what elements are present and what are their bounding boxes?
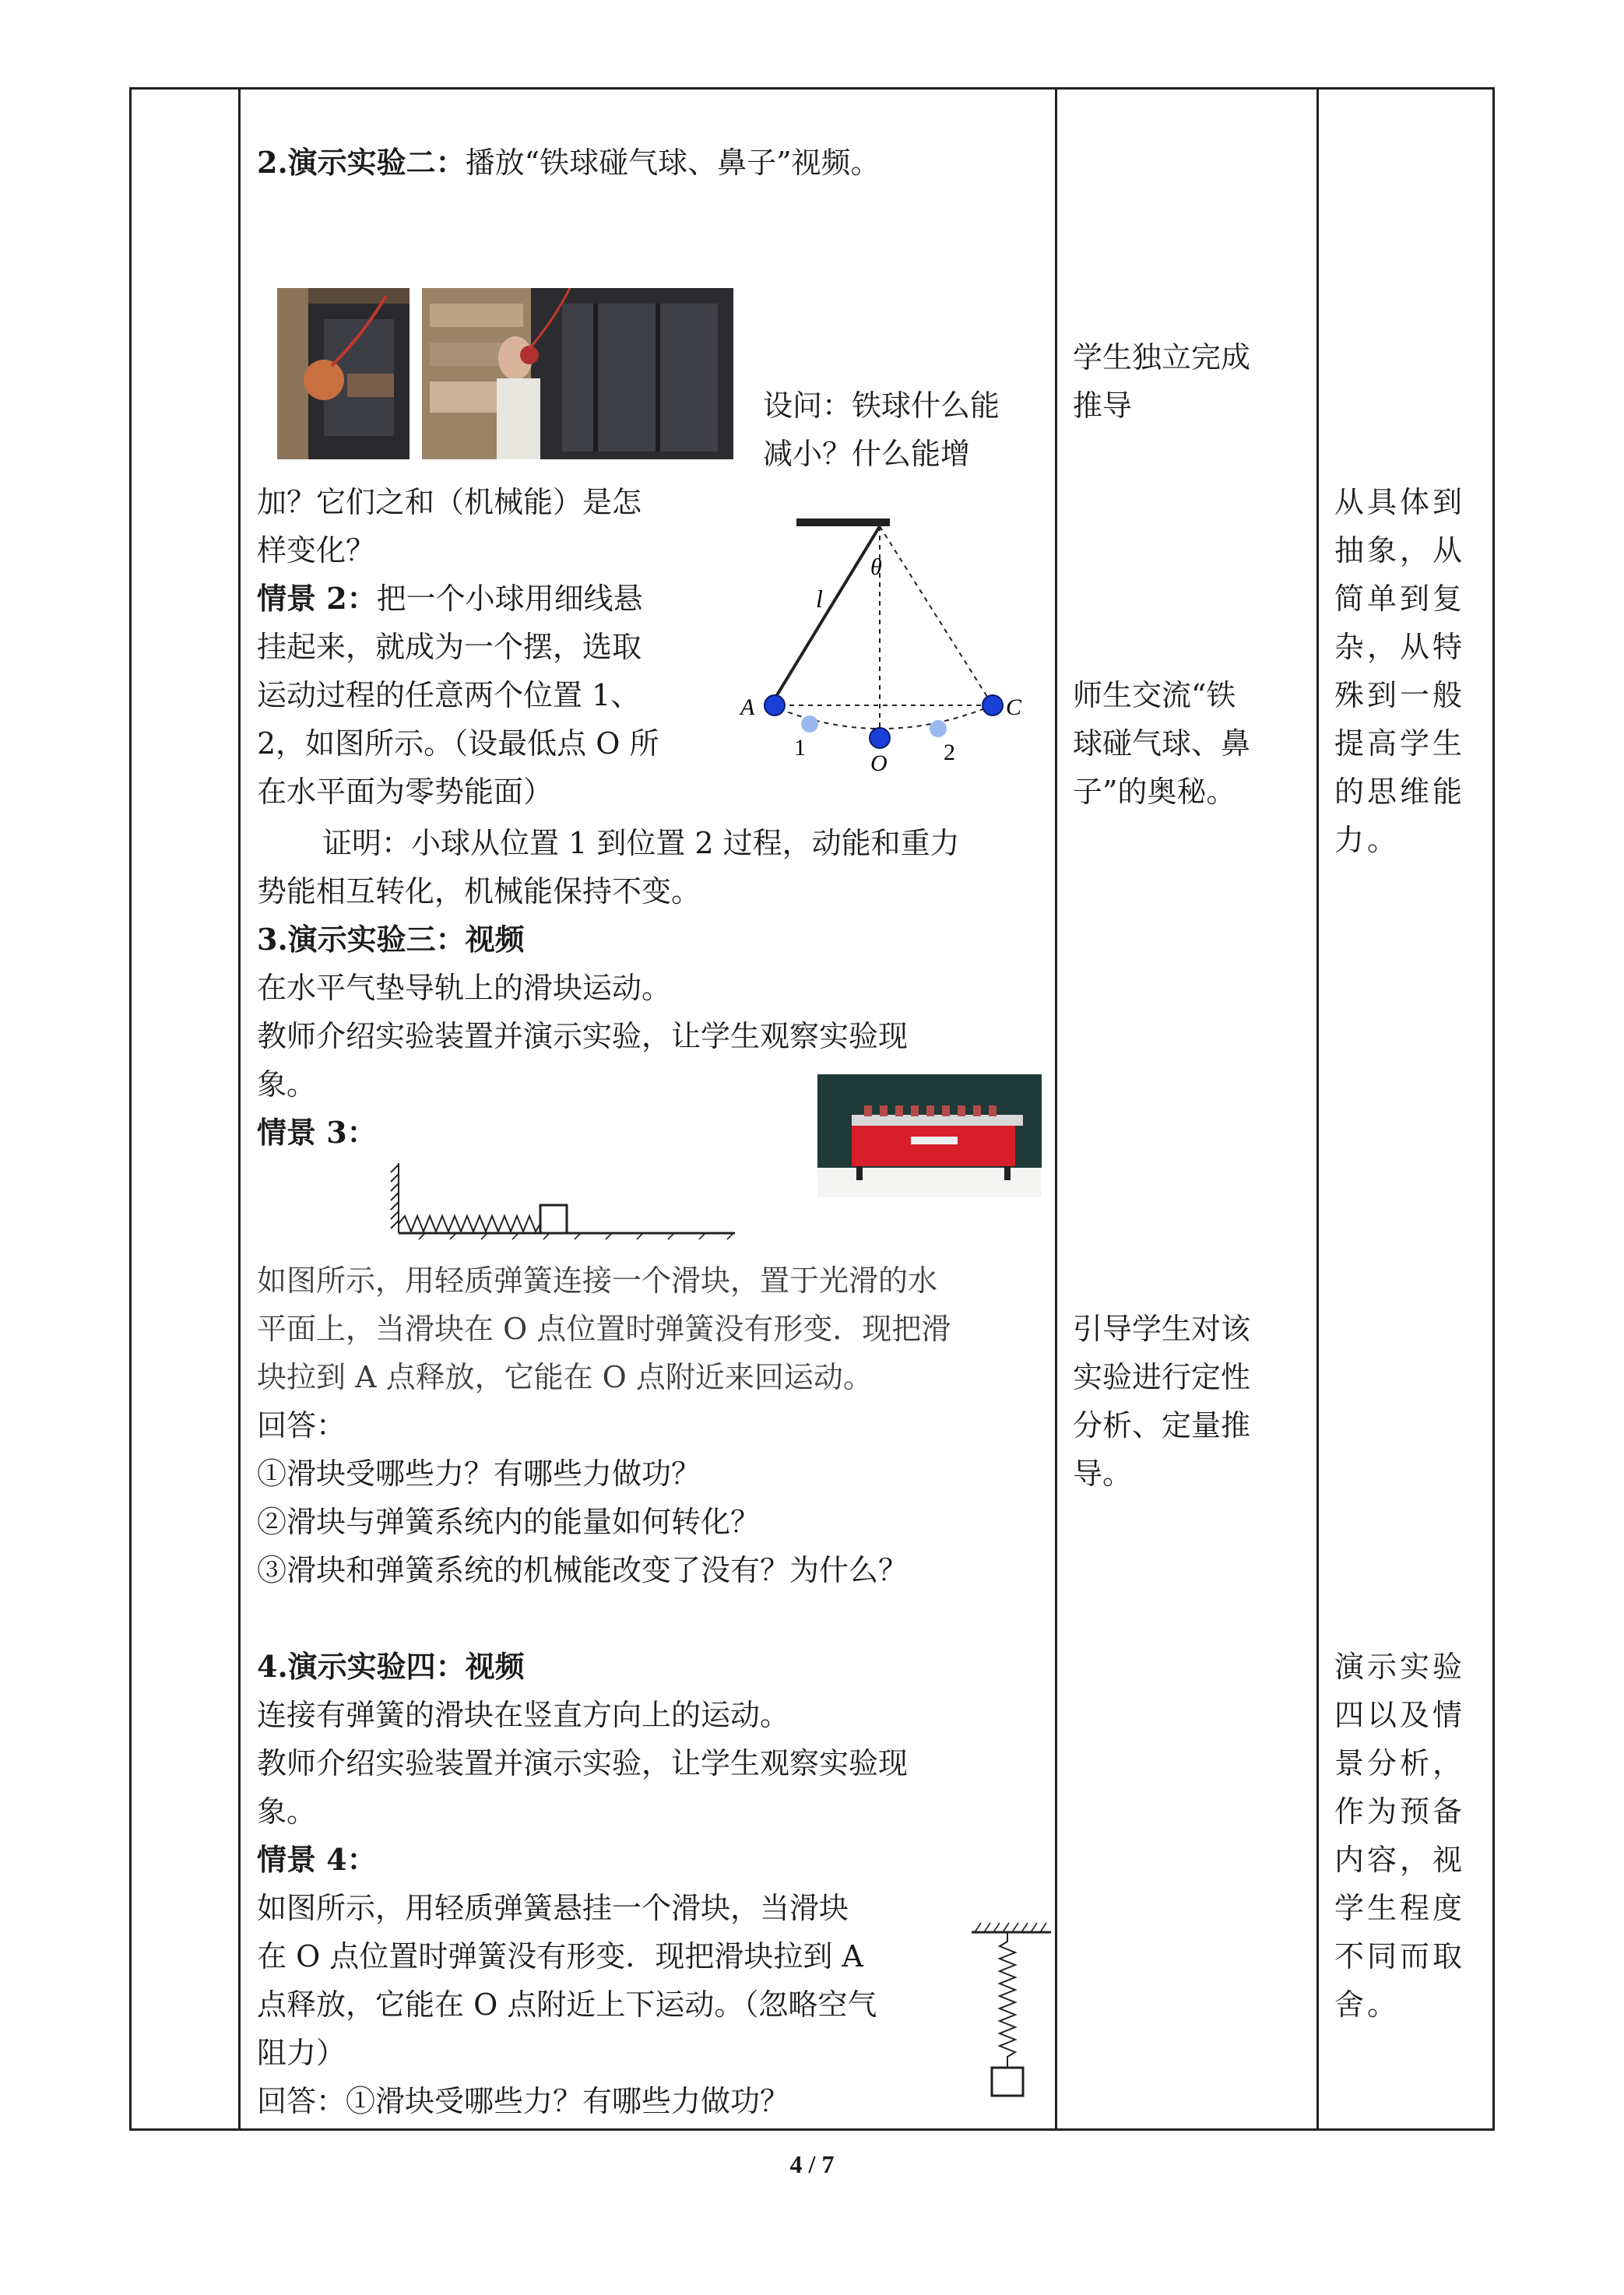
col-divider-1 bbox=[238, 87, 241, 2131]
scene3-line-1: 如图所示，用轻质弹簧连接一个滑块，置于光滑的水 bbox=[257, 1263, 938, 1298]
exp3-line-2: 教师介绍实验装置并演示实验，让学生观察实验现 bbox=[257, 1019, 909, 1053]
intent-1-line-8: 力。 bbox=[1334, 823, 1401, 857]
label-l: l bbox=[816, 585, 823, 613]
ball-c bbox=[982, 695, 1003, 715]
exp2-title: 2.演示实验二： bbox=[257, 145, 466, 180]
intent-2-line-3: 景分析， bbox=[1334, 1746, 1466, 1780]
page-number: 4 / 7 bbox=[789, 2150, 835, 2178]
activity-2-line-3: 子”的奥秘。 bbox=[1073, 775, 1236, 809]
exp4-line-1: 连接有弹簧的滑块在竖直方向上的运动。 bbox=[257, 1698, 790, 1732]
col-divider-4 bbox=[1492, 87, 1495, 2131]
pendulum-diagram bbox=[732, 506, 1043, 778]
scene2-line-5: 在水平面为零势能面） bbox=[257, 775, 554, 809]
label-2: 2 bbox=[944, 740, 955, 765]
activity-2-line-2: 球碰气球、鼻 bbox=[1073, 726, 1251, 761]
slider-block bbox=[540, 1205, 567, 1233]
question-line-4: 样变化？ bbox=[257, 533, 376, 568]
vertical-spring-diagram bbox=[968, 1918, 1054, 2100]
table-bottom-border bbox=[129, 2128, 1495, 2131]
scene4-line-3: 点释放，它能在 O 点附近上下运动。（忽略空气 bbox=[257, 1987, 877, 2022]
scene4-line-1: 如图所示，用轻质弹簧悬挂一个滑块，当滑块 bbox=[257, 1891, 849, 1925]
intent-1-line-6: 提高学生 bbox=[1334, 726, 1466, 761]
question-line-2: 减小？什么能增 bbox=[763, 437, 971, 471]
ball-1 bbox=[801, 715, 818, 733]
exp2-text: 播放“铁球碰气球、鼻子”视频。 bbox=[465, 146, 881, 180]
intent-1-line-4: 杂，从特 bbox=[1334, 630, 1466, 664]
scene2-line-4: 2，如图所示。（设最低点 O 所 bbox=[257, 726, 659, 761]
ball-o bbox=[870, 728, 890, 748]
intent-1-line-7: 的思维能 bbox=[1334, 775, 1466, 809]
intent-2-line-6: 学生程度 bbox=[1334, 1891, 1466, 1925]
question-line-1: 设问：铁球什么能 bbox=[763, 388, 1000, 423]
ball-2 bbox=[930, 720, 947, 737]
activity-1-line-1: 学生独立完成 bbox=[1073, 340, 1251, 374]
label-1: 1 bbox=[794, 735, 806, 761]
scene4-line-2: 在 O 点位置时弹簧没有形变．现把滑块拉到 A bbox=[257, 1939, 863, 1973]
exp4-line-2: 教师介绍实验装置并演示实验，让学生观察实验现 bbox=[257, 1746, 909, 1780]
intent-2-line-2: 四以及情 bbox=[1334, 1698, 1466, 1732]
answer-3: ③滑块和弹簧系统的机械能改变了没有？为什么？ bbox=[257, 1553, 909, 1587]
label-c: C bbox=[1006, 694, 1022, 720]
activity-1-line-2: 推导 bbox=[1073, 388, 1133, 423]
proof-line-2: 势能相互转化，机械能保持不变。 bbox=[257, 874, 701, 909]
hanging-block bbox=[992, 2068, 1023, 2096]
scene4-line-4: 阻力） bbox=[257, 2036, 346, 2070]
intent-1-line-5: 殊到一般 bbox=[1334, 678, 1466, 712]
intent-1-line-1: 从具体到 bbox=[1334, 485, 1466, 519]
answer-2: ②滑块与弹簧系统内的能量如何转化？ bbox=[257, 1505, 761, 1539]
col-divider-2 bbox=[1055, 87, 1057, 2131]
scene4-label: 情景 4： bbox=[257, 1842, 377, 1877]
activity-3-line-1: 引导学生对该 bbox=[1073, 1312, 1251, 1346]
col-divider-0 bbox=[129, 87, 132, 2131]
intent-2-line-7: 不同而取 bbox=[1334, 1939, 1466, 1973]
scene3-line-3: 块拉到 A 点释放，它能在 O 点附近来回运动。 bbox=[257, 1360, 873, 1394]
activity-3-line-2: 实验进行定性 bbox=[1073, 1360, 1251, 1394]
label-o: O bbox=[870, 750, 888, 776]
question-line-3: 加？它们之和（机械能）是怎 bbox=[257, 485, 642, 519]
video-still-2 bbox=[422, 288, 733, 459]
ball-a bbox=[765, 695, 785, 715]
exp3-line-1: 在水平气垫导轨上的滑块运动。 bbox=[257, 971, 672, 1005]
exp3-line-3: 象。 bbox=[257, 1067, 317, 1102]
answer-label: 回答： bbox=[257, 1408, 346, 1443]
label-a: A bbox=[740, 694, 755, 720]
label-theta: θ bbox=[870, 554, 882, 580]
air-track-photo bbox=[817, 1074, 1042, 1197]
activity-2-line-1: 师生交流“铁 bbox=[1073, 678, 1236, 712]
scene4-line-5: 回答：①滑块受哪些力？有哪些力做功？ bbox=[257, 2084, 790, 2118]
col-divider-3 bbox=[1316, 87, 1319, 2131]
scene2-line-1 bbox=[257, 575, 643, 623]
answer-1: ①滑块受哪些力？有哪些力做功？ bbox=[257, 1457, 701, 1491]
video-still-1 bbox=[277, 288, 410, 459]
intent-1-line-3: 简单到复 bbox=[1334, 582, 1466, 616]
exp4-title: 4.演示实验四：视频 bbox=[257, 1649, 525, 1684]
scene2-text-1: 把一个小球用细线悬 bbox=[376, 582, 643, 616]
exp2-heading bbox=[257, 139, 881, 187]
activity-3-line-4: 导。 bbox=[1073, 1457, 1133, 1491]
intent-2-line-8: 舍。 bbox=[1334, 1987, 1401, 2022]
intent-1-line-2: 抽象，从 bbox=[1334, 533, 1466, 568]
proof-line-1: 证明：小球从位置 1 到位置 2 过程，动能和重力 bbox=[322, 826, 960, 860]
scene3-line-2: 平面上，当滑块在 O 点位置时弹簧没有形变．现把滑 bbox=[257, 1312, 951, 1346]
scene2-line-3: 运动过程的任意两个位置 1、 bbox=[257, 678, 641, 712]
scene2-line-2: 挂起来，就成为一个摆，选取 bbox=[257, 630, 642, 664]
scene3-label: 情景 3： bbox=[257, 1115, 377, 1150]
intent-2-line-5: 内容，视 bbox=[1334, 1843, 1466, 1877]
intent-2-line-1: 演示实验 bbox=[1334, 1650, 1466, 1684]
scene2-label: 情景 2： bbox=[257, 581, 377, 616]
exp3-title: 3.演示实验三：视频 bbox=[257, 922, 525, 957]
table-top-border bbox=[129, 87, 1495, 90]
activity-3-line-3: 分析、定量推 bbox=[1073, 1408, 1251, 1443]
intent-2-line-4: 作为预备 bbox=[1334, 1794, 1466, 1829]
horizontal-spring-diagram bbox=[388, 1158, 738, 1242]
exp4-line-3: 象。 bbox=[257, 1794, 317, 1829]
